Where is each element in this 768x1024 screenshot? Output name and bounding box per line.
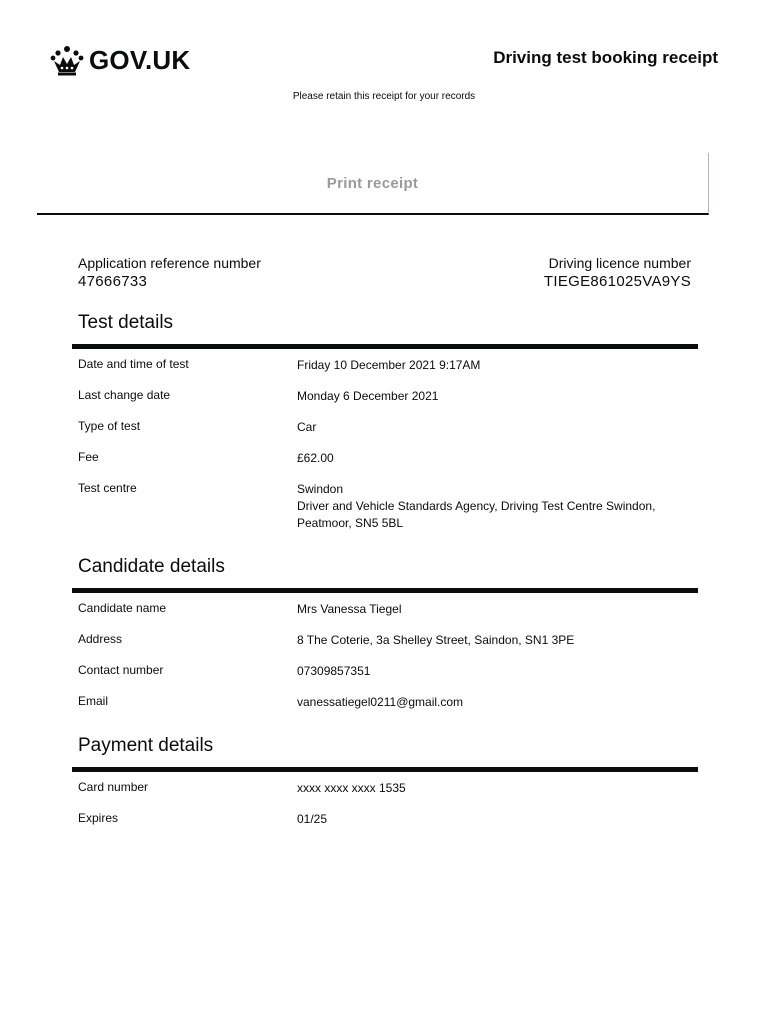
row-value: £62.00 [297, 451, 334, 465]
section-title: Candidate details [78, 556, 225, 577]
row-value: 8 The Coterie, 3a Shelley Street, Saindon, SN1 3PE [297, 633, 575, 647]
test-centre-address-line-1: Driver and Vehicle Standards Agency, Driving Test Centre Swindon, [297, 499, 656, 513]
candidate-details-section [72, 556, 698, 711]
application-reference-label: Application reference number [78, 255, 261, 271]
page-header [0, 0, 768, 120]
row-value: Monday 6 December 2021 [297, 389, 439, 403]
detail-row-candidate-name [72, 601, 698, 618]
detail-row-last-change [72, 388, 698, 405]
crown-icon [50, 44, 84, 76]
driving-licence-label: Driving licence number [548, 255, 691, 271]
driving-licence-value: TIEGE861025VA9YS [543, 273, 691, 290]
row-value [297, 481, 698, 532]
row-value: xxxx xxxx xxxx 1535 [297, 781, 406, 795]
detail-row-type [72, 419, 698, 436]
document-title: Driving test booking receipt [493, 48, 718, 67]
section-title: Test details [78, 312, 174, 333]
row-label: Email [78, 694, 109, 708]
section-title: Payment details [78, 735, 214, 756]
row-value: Car [297, 420, 317, 434]
test-centre-name: Swindon [297, 482, 344, 496]
row-label: Candidate name [78, 601, 167, 615]
detail-row-card-number [72, 780, 698, 797]
detail-row-expires [72, 811, 698, 828]
detail-row-test-centre [72, 481, 698, 532]
row-value: Mrs Vanessa Tiegel [297, 602, 402, 616]
row-value: 07309857351 [297, 664, 371, 678]
application-reference [78, 255, 261, 290]
row-label: Last change date [78, 388, 171, 402]
detail-row-date-time [72, 357, 698, 374]
row-label: Card number [78, 780, 149, 794]
print-receipt-button[interactable]: Print receipt [37, 153, 709, 215]
govuk-logo[interactable] [50, 44, 190, 76]
logo-text: GOV.UK [89, 44, 191, 75]
detail-row-address [72, 632, 698, 649]
row-label: Address [78, 632, 123, 646]
test-centre-address-line-2: Peatmoor, SN5 5BL [297, 516, 404, 530]
application-reference-value: 47666733 [78, 273, 148, 290]
row-value: Friday 10 December 2021 9:17AM [297, 358, 481, 372]
test-details-section [72, 312, 698, 532]
payment-details-section [72, 735, 698, 828]
row-label: Test centre [78, 481, 137, 495]
driving-licence [544, 255, 691, 290]
row-label: Date and time of test [78, 357, 189, 371]
row-label: Fee [78, 450, 99, 464]
row-value: vanessatiegel0211@gmail.com [297, 695, 464, 709]
detail-row-fee [72, 450, 698, 467]
row-value: 01/25 [297, 812, 328, 826]
detail-row-email [72, 694, 698, 711]
retain-note: Please retain this receipt for your records [292, 91, 476, 102]
row-label: Type of test [78, 419, 141, 433]
row-label: Contact number [78, 663, 164, 677]
row-label: Expires [78, 811, 119, 825]
detail-row-contact-number [72, 663, 698, 680]
